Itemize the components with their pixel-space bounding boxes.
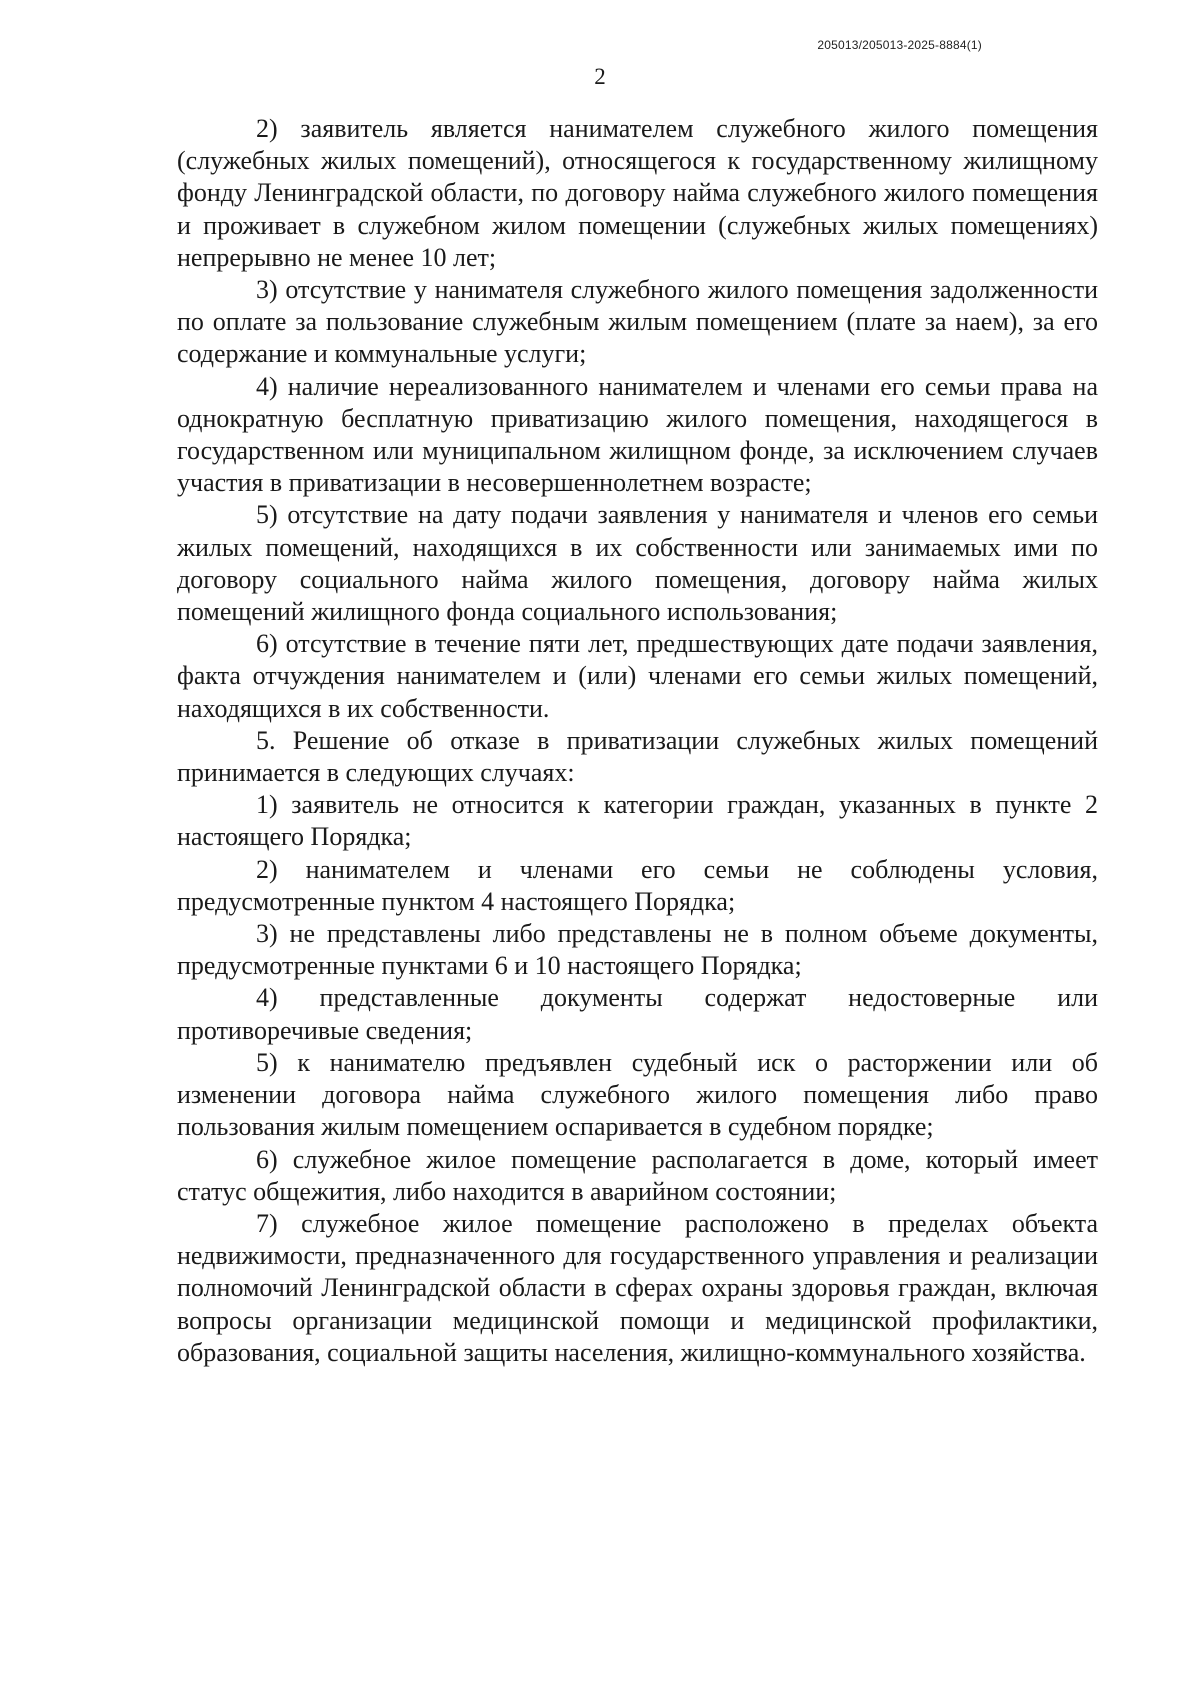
- paragraph-refusal-5: 5) к нанимателю предъявлен судебный иск о расторжении или об изменении договора найма служебного жилого помещения либо право пользования жилым помещением оспаривается в судебном порядке;: [177, 1047, 1098, 1142]
- paragraph-refusal-7: 7) служебное жилое помещение расположено в пределах объекта недвижимости, предназначенного для государственного управления и реализации полномочий Ленинградской области в сферах охраны здоровья граждан, включая вопросы организации медицинской помощи и медицинской профилактики, образования, социальной защиты населения, жилищно-коммунального хозяйства.: [177, 1208, 1098, 1367]
- paragraph-refusal-4: 4) представленные документы содержат недостоверные или противоречивые сведения;: [177, 983, 1098, 1045]
- document-body: [177, 113, 1098, 1369]
- paragraph-section-5-heading: 5. Решение об отказе в приватизации служебных жилых помещений принимается в следующих случаях:: [177, 725, 1098, 788]
- paragraph-condition-2: 2) заявитель является нанимателем служебного жилого помещения (служебных жилых помещений), относящегося к государственному жилищному фонду Ленинградской области, по договору найма служебного жилого помещения и проживает в служебном жилом помещении (служебных жилых помещениях) непрерывно не менее 10 лет;: [177, 114, 1098, 272]
- document-registration-number: 205013/205013-2025-8884(1): [817, 38, 982, 52]
- paragraph-condition-3: 3) отсутствие у нанимателя служебного жилого помещения задолженности по оплате за пользование служебным жилым помещением (плате за наем), за его содержание и коммунальные услуги;: [177, 275, 1098, 369]
- page-number: 2: [594, 64, 606, 89]
- paragraph-refusal-3: 3) не представлены либо представлены не в полном объеме документы, предусмотренные пунктами 6 и 10 настоящего Порядка;: [177, 919, 1098, 981]
- paragraph-refusal-6: 6) служебное жилое помещение располагается в доме, который имеет статус общежития, либо находится в аварийном состоянии;: [177, 1144, 1098, 1206]
- paragraph-refusal-1: 1) заявитель не относится к категории граждан, указанных в пункте 2 настоящего Порядка;: [177, 790, 1098, 852]
- paragraph-refusal-2: 2) нанимателем и членами его семьи не соблюдены условия, предусмотренные пунктом 4 настоящего Порядка;: [177, 854, 1098, 916]
- paragraph-condition-6: 6) отсутствие в течение пяти лет, предшествующих дате подачи заявления, факта отчуждения нанимателем и (или) членами его семьи жилых помещений, находящихся в их собственности.: [177, 629, 1098, 723]
- paragraph-condition-4: 4) наличие нереализованного нанимателем и членами его семьи права на однократную бесплатную приватизацию жилого помещения, находящегося в государственном или муниципальном жилищном фонде, за исключением случаев участия в приватизации в несовершеннолетнем возрасте;: [177, 371, 1098, 498]
- paragraph-condition-5: 5) отсутствие на дату подачи заявления у нанимателя и членов его семьи жилых помещений, находящихся в их собственности или занимаемых ими по договору социального найма жилого помещения, договору найма жилых помещений жилищного фонда социального использования;: [177, 500, 1098, 627]
